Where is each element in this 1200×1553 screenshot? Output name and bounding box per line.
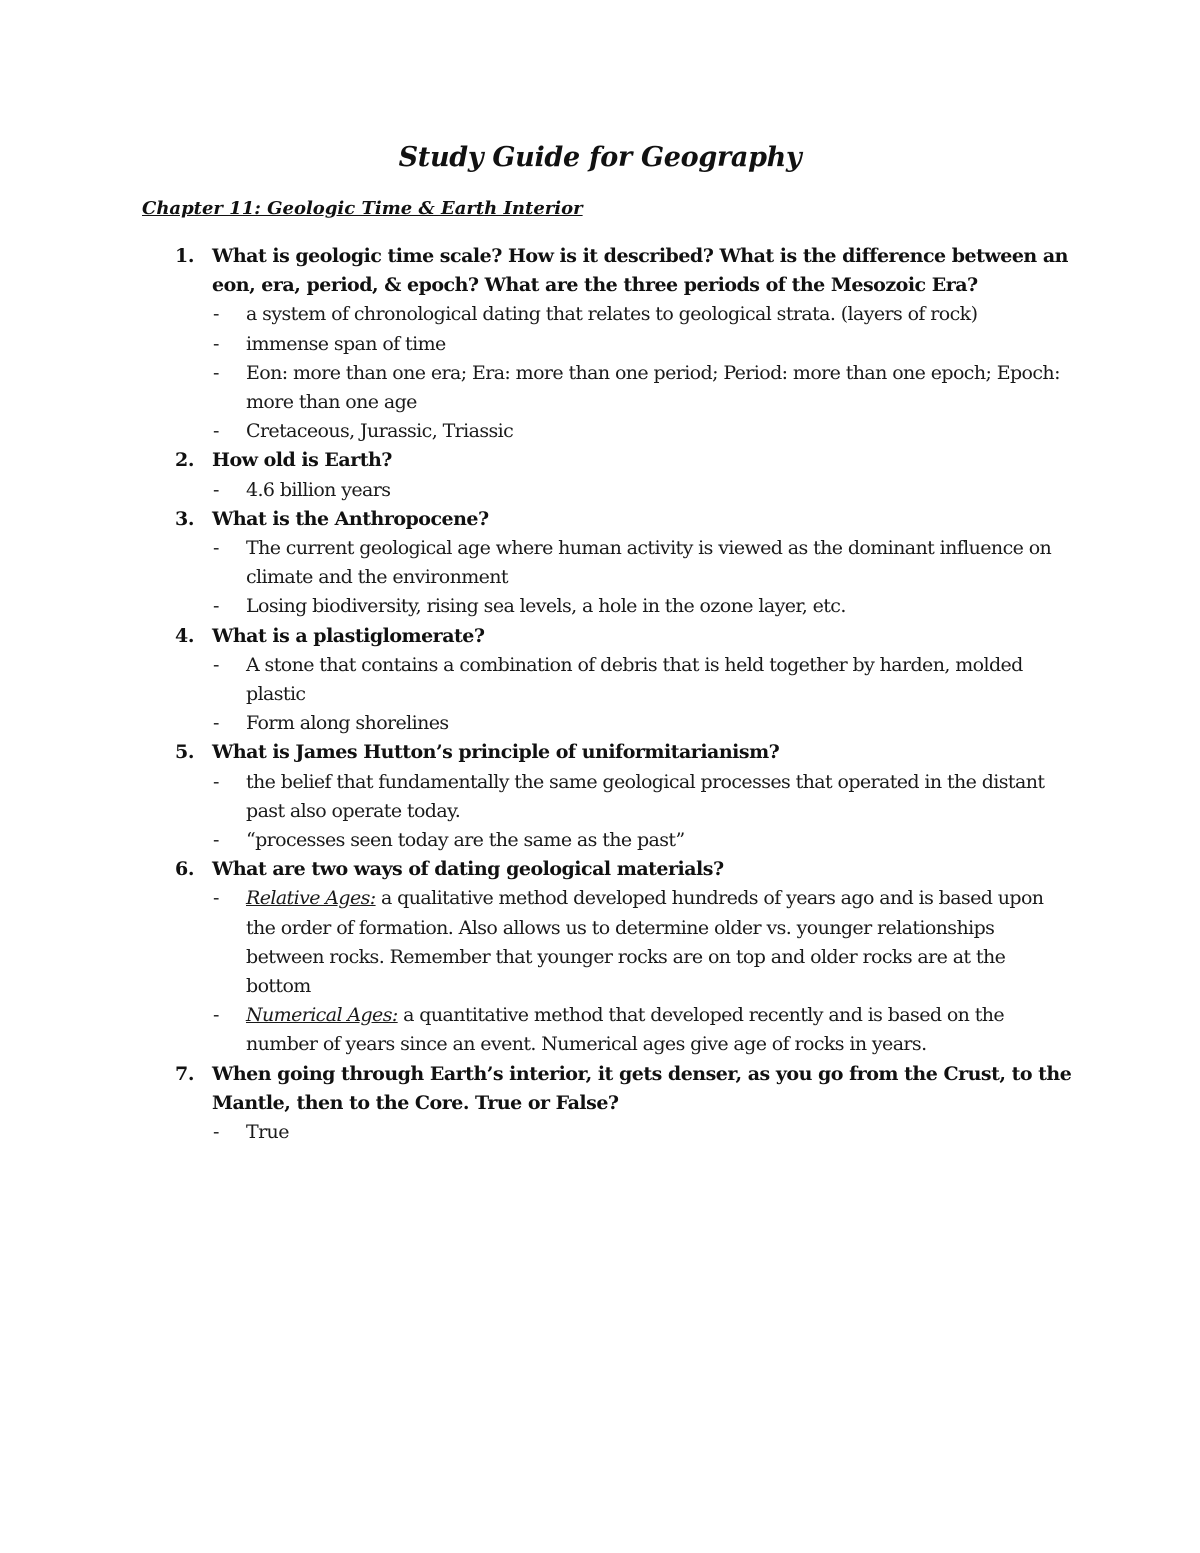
answer-item — [213, 592, 1072, 621]
answer-item — [213, 534, 1072, 592]
answer-item — [213, 709, 1072, 738]
answer-list — [0, 1118, 1200, 1147]
question-text: What are two ways of dating geological materials? — [212, 858, 724, 881]
question-text: What is the Anthropocene? — [212, 507, 489, 530]
question-text: When going through Earth’s interior, it gets denser, as you go from the Crust, to the Mantle, then to the Core. True or False? — [212, 1062, 1072, 1114]
answer-list — [0, 534, 1200, 622]
answer-text: a system of chronological dating that relates to geological strata. (layers of rock) — [246, 303, 978, 326]
bullet-dash: - — [213, 478, 219, 501]
question-text: What is geologic time scale? How is it described? What is the difference between an eon, era, period, & epoch? What are the three periods of the Mesozoic Era? — [212, 245, 1068, 297]
question-number: 2. — [175, 449, 195, 472]
question-text: What is a plastiglomerate? — [212, 624, 485, 647]
answer-item — [213, 359, 1072, 417]
answer-item — [213, 884, 1072, 1001]
answer-item — [213, 1001, 1072, 1059]
chapter-heading: Chapter 11: Geologic Time & Earth Interior — [142, 198, 583, 219]
answer-list — [0, 300, 1200, 446]
answer-text: a qualitative method developed hundreds of years ago and is based upon the order of formation. Also allows us to determine older vs. younger relationships between rocks. Remember that younger rocks are on top and older rocks are at the bottom — [246, 887, 1044, 998]
answer-list — [0, 651, 1200, 739]
question-number: 3. — [175, 507, 195, 530]
bullet-dash: - — [213, 829, 219, 852]
question-item — [0, 242, 1200, 446]
bullet-dash: - — [213, 595, 219, 618]
bullet-dash: - — [213, 332, 219, 355]
answer-text: 4.6 billion years — [246, 478, 391, 501]
question-text: What is James Hutton’s principle of uniformitarianism? — [212, 741, 780, 764]
bullet-dash: - — [213, 887, 219, 910]
answer-item — [213, 651, 1072, 709]
bullet-dash: - — [213, 770, 219, 793]
question-item — [0, 738, 1200, 855]
answer-term: Relative Ages: — [246, 887, 376, 910]
question-text: How old is Earth? — [212, 449, 392, 472]
question-list — [0, 242, 1200, 1147]
answer-list — [0, 884, 1200, 1059]
answer-item — [213, 476, 1072, 505]
bullet-dash: - — [213, 653, 219, 676]
question-number: 5. — [175, 741, 195, 764]
question-item — [0, 855, 1200, 1059]
answer-text: “processes seen today are the same as the past” — [246, 829, 685, 852]
answer-item — [213, 417, 1072, 446]
answer-item — [213, 826, 1072, 855]
answer-list — [0, 768, 1200, 856]
answer-text: Losing biodiversity, rising sea levels, a hole in the ozone layer, etc. — [246, 595, 846, 618]
question-item — [0, 505, 1200, 622]
bullet-dash: - — [213, 537, 219, 560]
answer-text: the belief that fundamentally the same geological processes that operated in the distant past also operate today. — [246, 770, 1045, 822]
bullet-dash: - — [213, 1121, 219, 1144]
answer-term: Numerical Ages: — [246, 1004, 398, 1027]
bullet-dash: - — [213, 420, 219, 443]
answer-list — [0, 476, 1200, 505]
answer-text: a quantitative method that developed recently and is based on the number of years since an event. Numerical ages give age of rocks in years. — [246, 1004, 1005, 1056]
answer-text: A stone that contains a combination of debris that is held together by harden, molded plastic — [246, 653, 1023, 706]
page-title: Study Guide for Geography — [398, 142, 802, 173]
answer-item — [213, 300, 1072, 329]
question-item — [0, 446, 1200, 504]
answer-text: The current geological age where human activity is viewed as the dominant influence on climate and the environment — [246, 537, 1052, 589]
answer-text: True — [246, 1121, 289, 1144]
question-number: 6. — [175, 858, 195, 881]
question-number: 4. — [175, 624, 195, 647]
question-number: 7. — [175, 1062, 195, 1085]
answer-text: Cretaceous, Jurassic, Triassic — [246, 420, 514, 443]
question-number: 1. — [175, 245, 195, 267]
bullet-dash: - — [213, 1004, 219, 1027]
answer-item — [213, 1118, 1072, 1147]
bullet-dash: - — [213, 303, 219, 326]
answer-text: immense span of time — [246, 332, 446, 355]
answer-text: Eon: more than one era; Era: more than one period; Period: more than one epoch; Epoch: more than one age — [246, 361, 1060, 414]
question-item — [0, 1060, 1200, 1148]
question-item — [0, 622, 1200, 739]
answer-item — [213, 330, 1072, 359]
answer-text: Form along shorelines — [246, 712, 449, 735]
bullet-dash: - — [213, 712, 219, 735]
answer-item — [213, 768, 1072, 826]
bullet-dash: - — [213, 361, 219, 384]
